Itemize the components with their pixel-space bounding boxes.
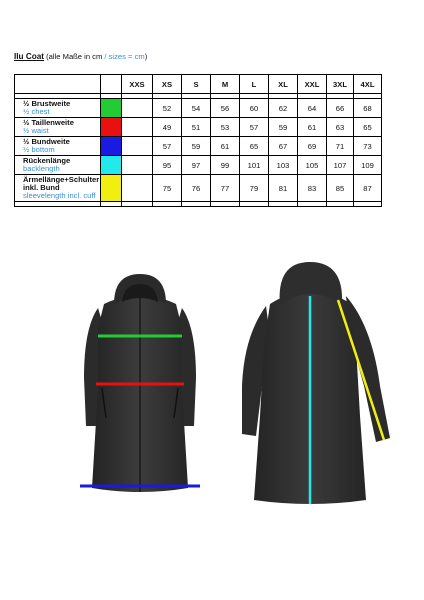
measure-row-waist: [15, 118, 382, 137]
measure-row-chest: [15, 99, 382, 118]
value-cell: 103: [269, 156, 298, 175]
value-cell: 105: [298, 156, 327, 175]
value-cell: 85: [327, 175, 354, 202]
size-header-row: [15, 75, 382, 94]
value-cell: [122, 137, 153, 156]
value-cell: 83: [298, 175, 327, 202]
measure-label-en: sleevelength incl. cuff: [23, 191, 96, 200]
measure-label-de: Rückenlänge: [23, 156, 71, 165]
color-swatch-yellow: [101, 175, 122, 202]
size-header: XL: [269, 75, 298, 94]
value-cell: 65: [354, 118, 382, 137]
value-cell: 59: [269, 118, 298, 137]
value-cell: 57: [240, 118, 269, 137]
measure-label-en: ½ chest: [23, 107, 50, 116]
measure-label: [15, 137, 101, 156]
value-cell: 73: [354, 137, 382, 156]
value-cell: 59: [182, 137, 211, 156]
measure-row-backlength: [15, 156, 382, 175]
product-title: [14, 52, 147, 61]
measure-label-de: ½ Bundweite: [23, 137, 70, 146]
product-name: Ilu Coat: [14, 52, 45, 61]
size-header: 4XL: [354, 75, 382, 94]
coat-front-photo: [70, 268, 210, 500]
size-table: [14, 74, 382, 207]
header-label-cell: [15, 75, 101, 94]
measure-label-de: ½ Taillenweite: [23, 118, 74, 127]
value-cell: 56: [211, 99, 240, 118]
value-cell: 66: [327, 99, 354, 118]
value-cell: 71: [327, 137, 354, 156]
unit-note-close: ): [144, 52, 148, 61]
value-cell: 49: [153, 118, 182, 137]
value-cell: 69: [298, 137, 327, 156]
measure-label-de: ½ Brustweite: [23, 99, 71, 108]
value-cell: 64: [298, 99, 327, 118]
measure-label: [15, 175, 101, 202]
measure-label-en: ½ waist: [23, 126, 49, 135]
size-header: 3XL: [327, 75, 354, 94]
value-cell: 68: [354, 99, 382, 118]
value-cell: 62: [269, 99, 298, 118]
value-cell: 60: [240, 99, 269, 118]
measure-label: [15, 156, 101, 175]
header-color-cell: [101, 75, 122, 94]
value-cell: 51: [182, 118, 211, 137]
color-swatch-red: [101, 118, 122, 137]
unit-note: (alle Maße in cm: [46, 52, 103, 61]
value-cell: 53: [211, 118, 240, 137]
value-cell: 76: [182, 175, 211, 202]
size-header: XXS: [122, 75, 153, 94]
value-cell: 57: [153, 137, 182, 156]
value-cell: 61: [211, 137, 240, 156]
value-cell: 109: [354, 156, 382, 175]
spacer-row: [15, 202, 382, 207]
measure-row-sleevelength: [15, 175, 382, 202]
value-cell: 79: [240, 175, 269, 202]
value-cell: 101: [240, 156, 269, 175]
measure-label: [15, 118, 101, 137]
coat-back-photo: [226, 256, 396, 508]
value-cell: [122, 99, 153, 118]
value-cell: 61: [298, 118, 327, 137]
value-cell: 87: [354, 175, 382, 202]
value-cell: 65: [240, 137, 269, 156]
color-swatch-blue: [101, 137, 122, 156]
value-cell: [122, 156, 153, 175]
value-cell: 52: [153, 99, 182, 118]
measure-label-de: Ärmellänge+Schulter inkl. Bund: [23, 175, 100, 192]
value-cell: 63: [327, 118, 354, 137]
value-cell: 107: [327, 156, 354, 175]
value-cell: 99: [211, 156, 240, 175]
value-cell: 97: [182, 156, 211, 175]
unit-note-sizes: / sizes = cm: [102, 52, 145, 61]
value-cell: [122, 175, 153, 202]
measure-label: [15, 99, 101, 118]
measure-label-en: ½ bottom: [23, 145, 55, 154]
size-header: XS: [153, 75, 182, 94]
value-cell: 81: [269, 175, 298, 202]
value-cell: 95: [153, 156, 182, 175]
value-cell: 67: [269, 137, 298, 156]
color-swatch-cyan: [101, 156, 122, 175]
size-header: L: [240, 75, 269, 94]
size-header: M: [211, 75, 240, 94]
color-swatch-green: [101, 99, 122, 118]
measure-row-bottom: [15, 137, 382, 156]
value-cell: [122, 118, 153, 137]
value-cell: 77: [211, 175, 240, 202]
value-cell: 54: [182, 99, 211, 118]
size-header: S: [182, 75, 211, 94]
value-cell: 75: [153, 175, 182, 202]
measure-label-en: backlength: [23, 164, 60, 173]
size-header: XXL: [298, 75, 327, 94]
